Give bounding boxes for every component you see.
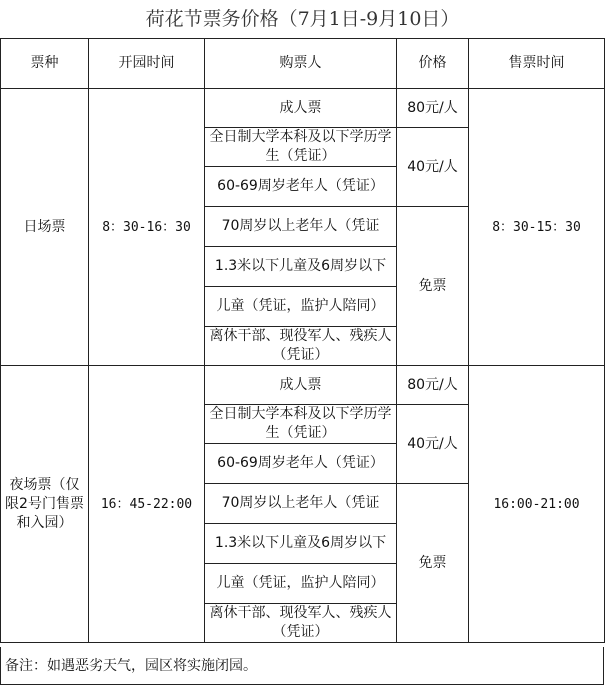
day-buyer-veteran: 离休干部、现役军人、残疾人（凭证）: [205, 327, 397, 366]
night-open-time: 16：45-22:00: [89, 366, 205, 643]
night-buyer-child-guardian: 儿童（凭证，监护人陪同）: [205, 564, 397, 604]
header-open-time: 开园时间: [89, 39, 205, 89]
day-price-free: 免票: [397, 207, 469, 366]
table-row: [1, 89, 605, 128]
night-buyer-senior70: 70周岁以上老年人（凭证: [205, 484, 397, 524]
day-price-half: 40元/人: [397, 128, 469, 207]
day-buyer-child-guardian: 儿童（凭证，监护人陪同）: [205, 287, 397, 327]
night-buyer-senior60: 60-69周岁老年人（凭证）: [205, 444, 397, 484]
header-price: 价格: [397, 39, 469, 89]
day-buyer-student: 全日制大学本科及以下学历学生（凭证）: [205, 128, 397, 167]
header-ticket-type: 票种: [1, 39, 89, 89]
night-buyer-veteran: 离休干部、现役军人、残疾人（凭证）: [205, 604, 397, 643]
footnote: 备注：如遇恶劣天气，园区将实施闭园。: [0, 647, 604, 685]
night-ticket-type: 夜场票（仅限2号门售票和入园）: [1, 366, 89, 643]
day-buyer-senior70: 70周岁以上老年人（凭证: [205, 207, 397, 247]
table-row: [1, 366, 605, 405]
night-price-half: 40元/人: [397, 405, 469, 484]
night-buyer-student: 全日制大学本科及以下学历学生（凭证）: [205, 405, 397, 444]
table-header-row: [1, 39, 605, 89]
day-ticket-type: 日场票: [1, 89, 89, 366]
day-buyer-adult: 成人票: [205, 89, 397, 128]
night-sale-time: 16:00-21:00: [469, 366, 605, 643]
header-sale-time: 售票时间: [469, 39, 605, 89]
day-buyer-child-height: 1.3米以下儿童及6周岁以下: [205, 247, 397, 287]
ticket-price-table: [0, 38, 605, 643]
night-buyer-adult: 成人票: [205, 366, 397, 405]
night-buyer-child-height: 1.3米以下儿童及6周岁以下: [205, 524, 397, 564]
day-sale-time: 8：30-15：30: [469, 89, 605, 366]
night-price-adult: 80元/人: [397, 366, 469, 405]
page-title: 荷花节票务价格（7月1日-9月10日）: [145, 8, 460, 30]
day-price-adult: 80元/人: [397, 89, 469, 128]
day-buyer-senior60: 60-69周岁老年人（凭证）: [205, 167, 397, 207]
night-price-free: 免票: [397, 484, 469, 643]
day-open-time: 8：30-16：30: [89, 89, 205, 366]
header-buyer: 购票人: [205, 39, 397, 89]
